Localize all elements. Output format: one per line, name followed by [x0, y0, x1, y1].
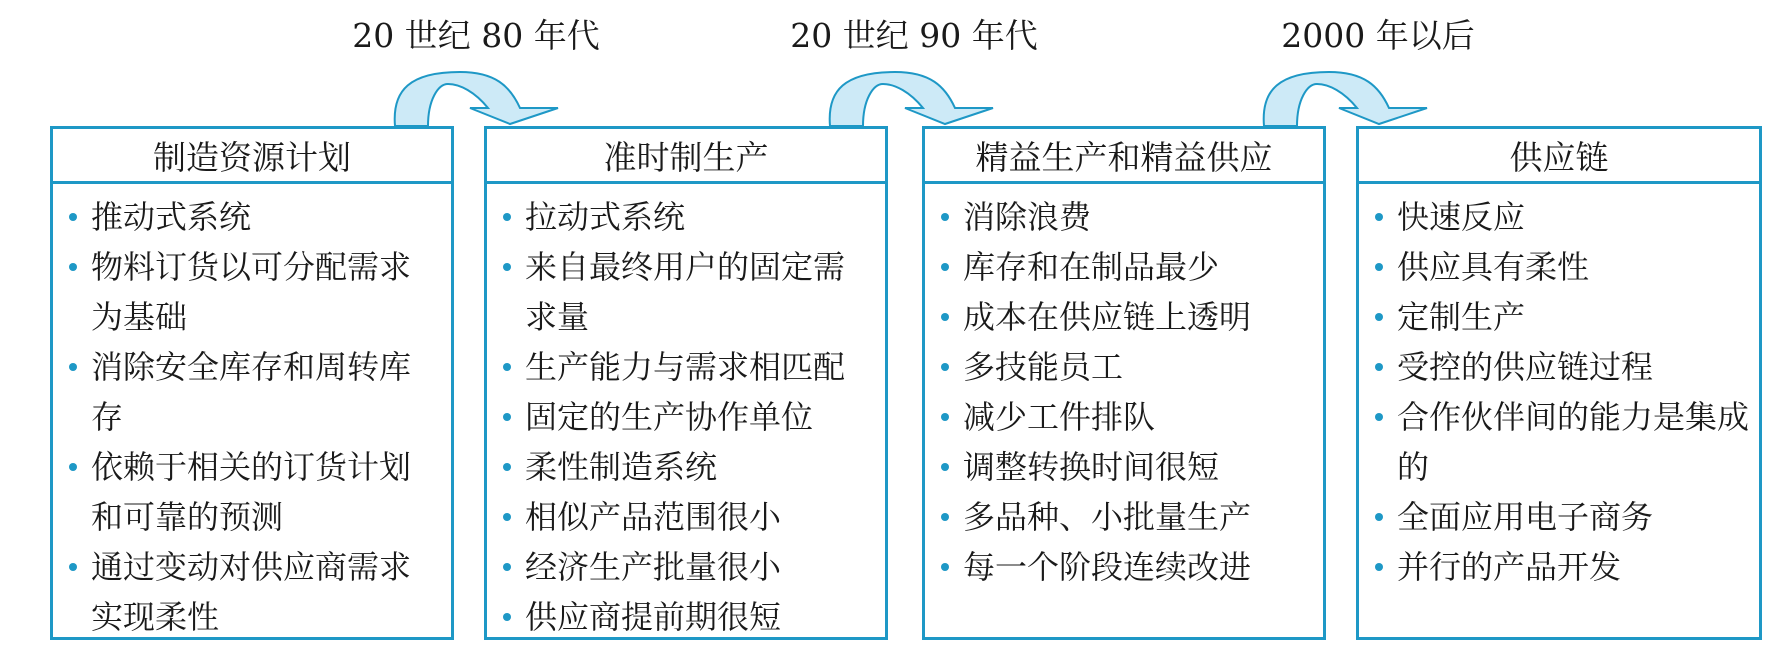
period-label-2000s: 2000 年以后 — [1281, 16, 1475, 55]
bullet-dot-icon — [1375, 513, 1383, 521]
list-item — [69, 242, 441, 342]
list-item-text: 全面应用电子商务 — [1397, 498, 1654, 536]
list-item-text: 依赖于相关的订货计划和可靠的预测 — [91, 448, 412, 536]
bullet-dot-icon — [1375, 213, 1383, 221]
list-item — [1375, 542, 1749, 592]
list-item — [69, 342, 441, 442]
curved-arrow-icon — [395, 72, 558, 126]
list-item — [941, 292, 1313, 342]
curved-arrow-icon — [830, 72, 993, 126]
list-item-text: 拉动式系统 — [525, 198, 686, 236]
list-item — [1375, 292, 1749, 342]
stage-title: 供应链 — [1359, 129, 1759, 184]
list-item — [503, 492, 875, 542]
bullet-dot-icon — [941, 413, 949, 421]
bullet-dot-icon — [69, 463, 77, 471]
list-item — [503, 442, 875, 492]
list-item — [503, 542, 875, 592]
bullet-dot-icon — [503, 613, 511, 621]
bullet-dot-icon — [1375, 563, 1383, 571]
list-item-text: 消除浪费 — [963, 198, 1092, 236]
list-item — [503, 242, 875, 342]
stage-box-jit — [484, 126, 888, 640]
list-item — [941, 542, 1313, 592]
list-item — [941, 242, 1313, 292]
list-item — [1375, 342, 1749, 392]
list-item-text: 受控的供应链过程 — [1397, 348, 1654, 386]
list-item-text: 并行的产品开发 — [1397, 548, 1622, 586]
stage-list — [487, 184, 885, 642]
bullet-dot-icon — [941, 513, 949, 521]
stage-list — [1359, 184, 1759, 592]
list-item-text: 消除安全库存和周转库存 — [91, 348, 412, 436]
list-item — [503, 392, 875, 442]
list-item — [503, 192, 875, 242]
bullet-dot-icon — [503, 413, 511, 421]
bullet-dot-icon — [503, 563, 511, 571]
bullet-dot-icon — [1375, 363, 1383, 371]
stage-box-supply-chain — [1356, 126, 1762, 640]
bullet-dot-icon — [503, 263, 511, 271]
list-item-text: 库存和在制品最少 — [963, 248, 1220, 286]
bullet-dot-icon — [941, 263, 949, 271]
list-item-text: 经济生产批量很小 — [525, 548, 782, 586]
list-item-text: 固定的生产协作单位 — [525, 398, 814, 436]
bullet-dot-icon — [941, 213, 949, 221]
list-item-text: 定制生产 — [1397, 298, 1526, 336]
list-item-text: 相似产品范围很小 — [525, 498, 782, 536]
list-item — [503, 342, 875, 392]
bullet-dot-icon — [1375, 313, 1383, 321]
list-item — [941, 342, 1313, 392]
bullet-dot-icon — [941, 463, 949, 471]
bullet-dot-icon — [503, 213, 511, 221]
list-item — [941, 392, 1313, 442]
bullet-dot-icon — [69, 363, 77, 371]
list-item — [69, 442, 441, 542]
list-item — [503, 592, 875, 642]
stage-box-mrp — [50, 126, 454, 640]
list-item-text: 生产能力与需求相匹配 — [525, 348, 846, 386]
bullet-dot-icon — [503, 463, 511, 471]
bullet-dot-icon — [69, 213, 77, 221]
curved-arrow-icon — [1264, 72, 1427, 126]
list-item — [941, 192, 1313, 242]
list-item-text: 来自最终用户的固定需求量 — [525, 248, 846, 336]
list-item-text: 供应具有柔性 — [1397, 248, 1590, 286]
list-item-text: 多品种、小批量生产 — [963, 498, 1252, 536]
bullet-dot-icon — [69, 563, 77, 571]
list-item-text: 减少工件排队 — [963, 398, 1156, 436]
bullet-dot-icon — [941, 563, 949, 571]
list-item — [69, 192, 441, 242]
bullet-dot-icon — [503, 363, 511, 371]
stage-title: 精益生产和精益供应 — [925, 129, 1323, 184]
stage-box-lean — [922, 126, 1326, 640]
list-item — [1375, 492, 1749, 542]
list-item-text: 每一个阶段连续改进 — [963, 548, 1252, 586]
bullet-dot-icon — [1375, 413, 1383, 421]
bullet-dot-icon — [69, 263, 77, 271]
list-item — [1375, 392, 1749, 492]
stage-title: 制造资源计划 — [53, 129, 451, 184]
bullet-dot-icon — [941, 363, 949, 371]
list-item-text: 供应商提前期很短 — [525, 598, 782, 636]
period-label-1980s: 20 世纪 80 年代 — [352, 16, 600, 55]
list-item-text: 通过变动对供应商需求实现柔性 — [91, 548, 412, 636]
stage-list — [53, 184, 451, 642]
list-item-text: 调整转换时间很短 — [963, 448, 1220, 486]
stage-list — [925, 184, 1323, 592]
bullet-dot-icon — [941, 313, 949, 321]
list-item — [69, 542, 441, 642]
list-item — [941, 492, 1313, 542]
list-item-text: 成本在供应链上透明 — [963, 298, 1252, 336]
list-item-text: 合作伙伴间的能力是集成的 — [1397, 398, 1750, 486]
period-label-1990s: 20 世纪 90 年代 — [790, 16, 1038, 55]
list-item — [1375, 242, 1749, 292]
list-item-text: 物料订货以可分配需求为基础 — [91, 248, 412, 336]
stage-title: 准时制生产 — [487, 129, 885, 184]
list-item-text: 推动式系统 — [91, 198, 252, 236]
list-item — [941, 442, 1313, 492]
list-item-text: 柔性制造系统 — [525, 448, 718, 486]
list-item-text: 快速反应 — [1397, 198, 1526, 236]
list-item — [1375, 192, 1749, 242]
list-item-text: 多技能员工 — [963, 348, 1124, 386]
bullet-dot-icon — [1375, 263, 1383, 271]
bullet-dot-icon — [503, 513, 511, 521]
